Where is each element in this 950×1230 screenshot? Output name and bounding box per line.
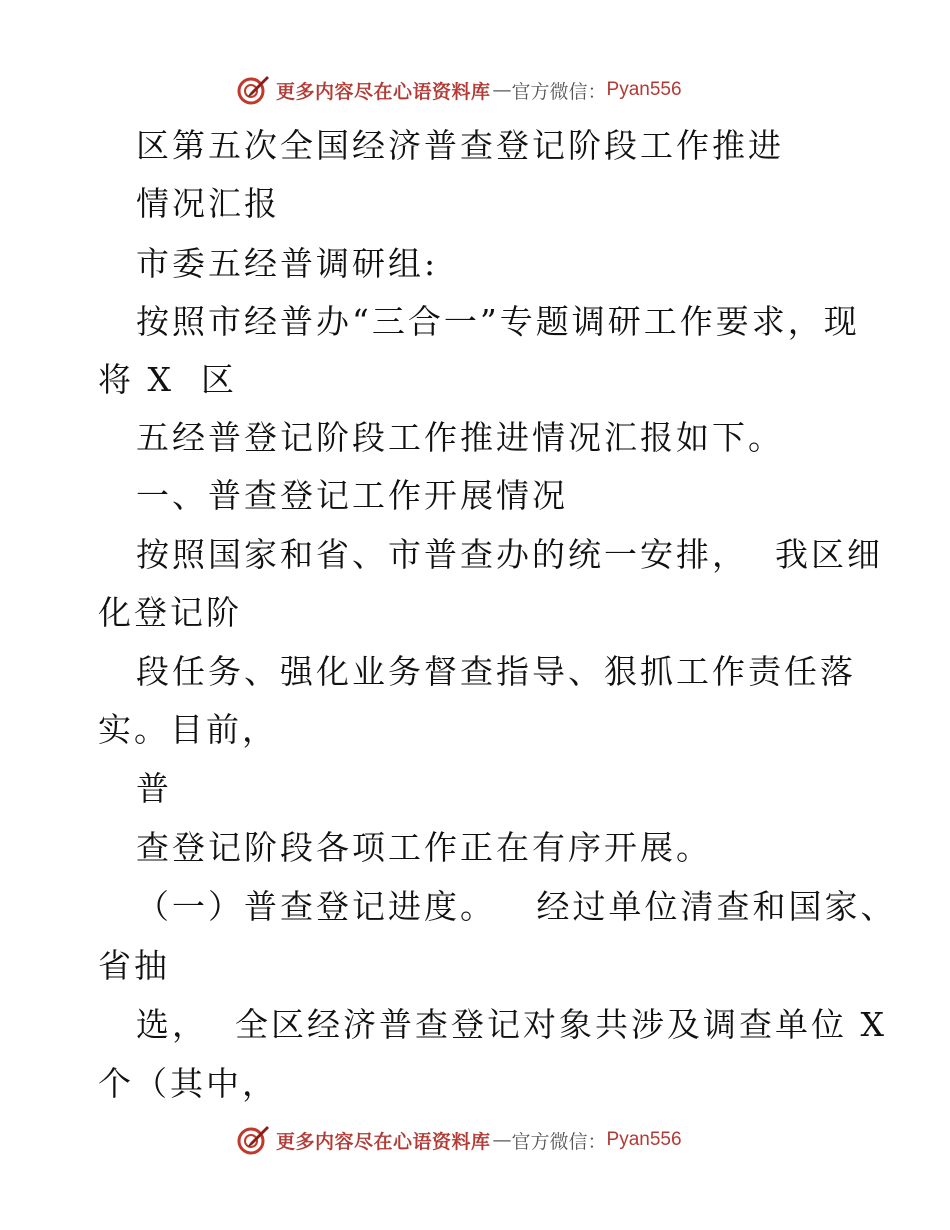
doc-paragraph-line: 实。目前，: [98, 710, 278, 749]
footer-watermark: [236, 1123, 682, 1157]
watermark-label: 官方微信：: [511, 80, 607, 103]
doc-paragraph-line: 按照市经普办“三合一”专题调研工作要求，现: [136, 302, 860, 341]
watermark-dash: —: [492, 1129, 510, 1151]
doc-section-heading: 一、普查登记工作开展情况: [136, 476, 568, 515]
doc-title-line-1: 区第五次全国经济普查登记阶段工作推进: [136, 126, 784, 165]
doc-paragraph-line: 将 X 区: [98, 360, 237, 399]
quill-logo-icon: [236, 73, 270, 107]
doc-title-line-2: 情况汇报: [136, 184, 280, 223]
doc-paragraph-line: 查登记阶段各项工作正在有序开展。: [136, 828, 712, 867]
doc-paragraph-line: 选， 全区经济普查登记对象共涉及调查单位 X: [136, 1005, 887, 1044]
doc-paragraph-line: 省抽: [98, 946, 170, 985]
doc-paragraph-line: 按照国家和省、市普查办的统一安排， 我区细: [136, 535, 883, 574]
watermark-dash: —: [492, 79, 510, 101]
doc-addressee: 市委五经普调研组:: [136, 244, 439, 283]
doc-paragraph-line: 五经普登记阶段工作推进情况汇报如下。: [136, 418, 784, 457]
doc-subsection-heading: （一）普查登记进度。 经过单位清查和国家、: [136, 887, 897, 926]
watermark-brand: 更多内容尽在心语资料库: [276, 1130, 491, 1153]
quill-logo-icon: [236, 1123, 270, 1157]
watermark-wechat-id: Pyan556: [606, 1129, 682, 1150]
doc-paragraph-line: 个（其中，: [98, 1064, 278, 1103]
doc-paragraph-line: 段任务、强化业务督查指导、狠抓工作责任落: [136, 652, 856, 691]
header-watermark: [236, 73, 682, 107]
doc-paragraph-line: 普: [136, 769, 172, 808]
watermark-label: 官方微信：: [511, 1130, 607, 1153]
doc-paragraph-line: 化登记阶: [98, 593, 242, 632]
watermark-wechat-id: Pyan556: [606, 79, 682, 100]
watermark-brand: 更多内容尽在心语资料库: [276, 80, 491, 103]
